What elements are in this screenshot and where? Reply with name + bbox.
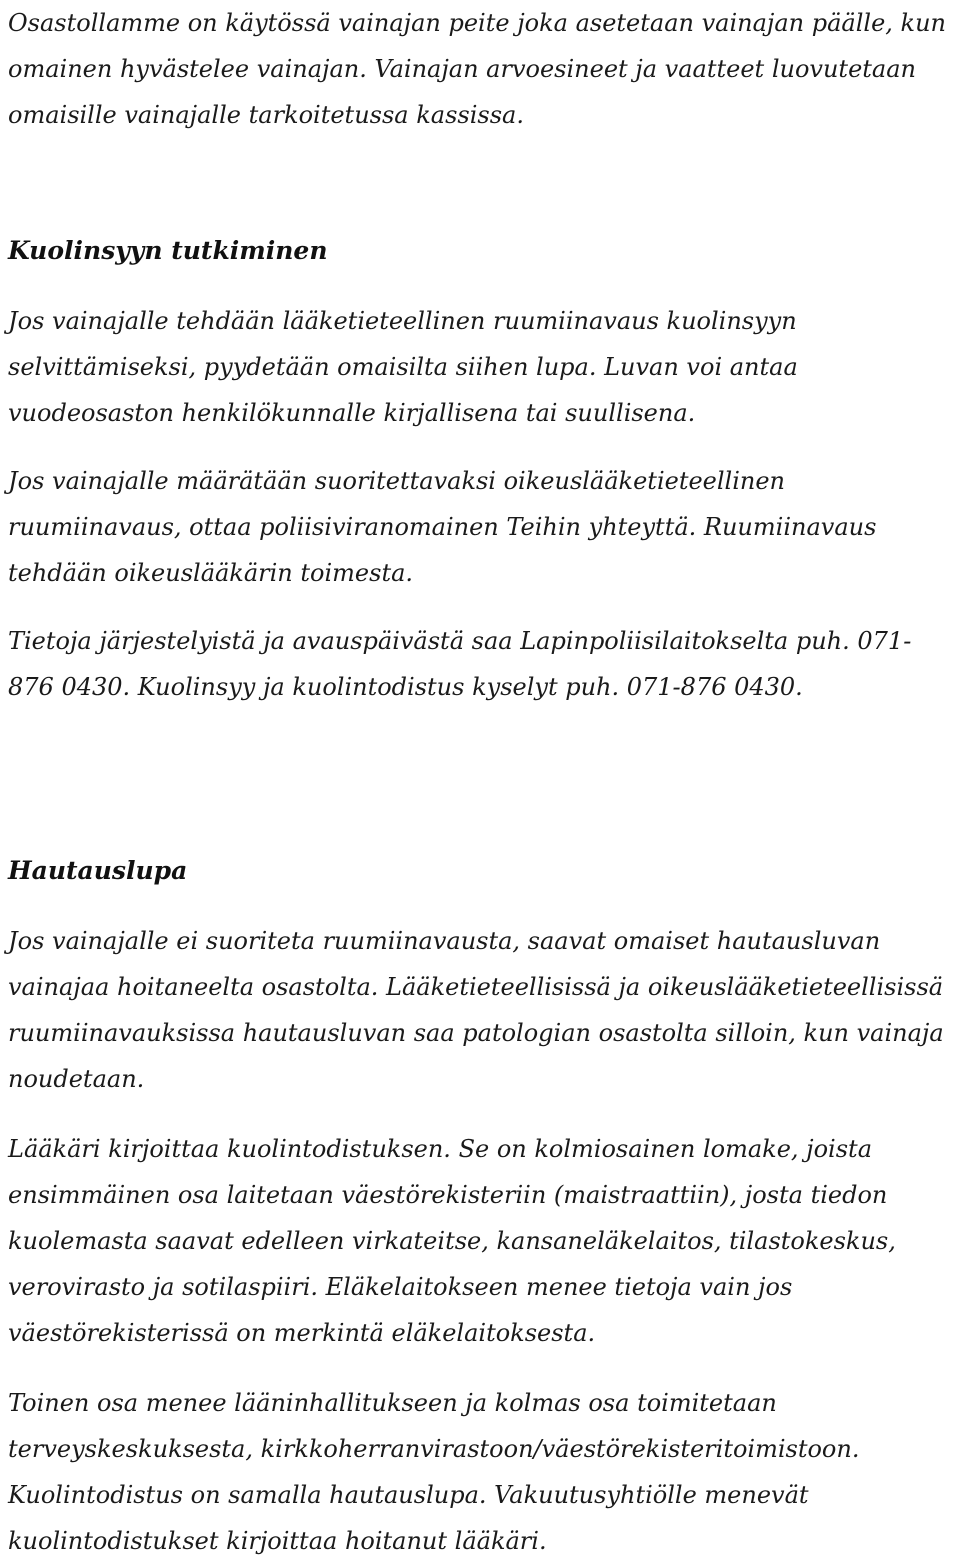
section-heading-hautauslupa: Hautauslupa	[8, 856, 188, 885]
intro-paragraph: Osastollamme on käytössä vainajan peite joka asetetaan vainajan päälle, kun omainen hyvästelee vainajan. Vainajan arvoesineet ja vaatteet luovutetaan omaisille vainajalle tarkoitetussa kassissa.	[8, 9, 946, 129]
section-heading-kuolinsyyn-tutkiminen: Kuolinsyyn tutkiminen	[8, 236, 328, 265]
autopsy-consent-paragraph: Jos vainajalle tehdään lääketieteellinen ruumiinavaus kuolinsyyn selvittämiseksi, pyydetään omaisilta siihen lupa. Luvan voi antaa vuodeosaston henkilökunnalle kirjallisena tai suullisena.	[8, 307, 798, 427]
contact-info-paragraph: Tietoja järjestelyistä ja avauspäivästä saa Lapinpoliisilaitokselta puh. 071-876 0430. Kuolinsyy ja kuolintodistus kyselyt puh. 071-876 0430.	[8, 627, 912, 701]
certificate-distribution-paragraph: Toinen osa menee lääninhallitukseen ja kolmas osa toimitetaan terveyskeskuksesta, kirkkoherranvirastoon/väestörekisteritoimistoon. Kuolintodistus on samalla hautauslupa. Vakuutusyhtiölle menevät kuolintodistukset kirjoittaa hoitanut lääkäri.	[8, 1389, 860, 1555]
burial-permit-paragraph: Jos vainajalle ei suoriteta ruumiinavausta, saavat omaiset hautausluvan vainajaa hoitaneelta osastolta. Lääketieteellisissä ja oikeuslääketieteellisissä ruumiinavauksissa hautausluvan saa patologian osastolta silloin, kun vainaja noudetaan.	[8, 927, 944, 1093]
death-certificate-paragraph: Lääkäri kirjoittaa kuolintodistuksen. Se on kolmiosainen lomake, joista ensimmäinen osa laitetaan väestörekisteriin (maistraattiin), josta tiedon kuolemasta saavat edelleen virkateitse, kansaneläkelaitos, tilastokeskus, verovirasto ja sotilaspiiri. Eläkelaitokseen menee tietoja vain jos väestörekisterissä on merkintä eläkelaitoksesta.	[8, 1135, 896, 1347]
forensic-autopsy-paragraph: Jos vainajalle määrätään suoritettavaksi oikeuslääketieteellinen ruumiinavaus, ottaa poliisiviranomainen Teihin yhteyttä. Ruumiinavaus tehdään oikeuslääkärin toimesta.	[8, 467, 877, 587]
